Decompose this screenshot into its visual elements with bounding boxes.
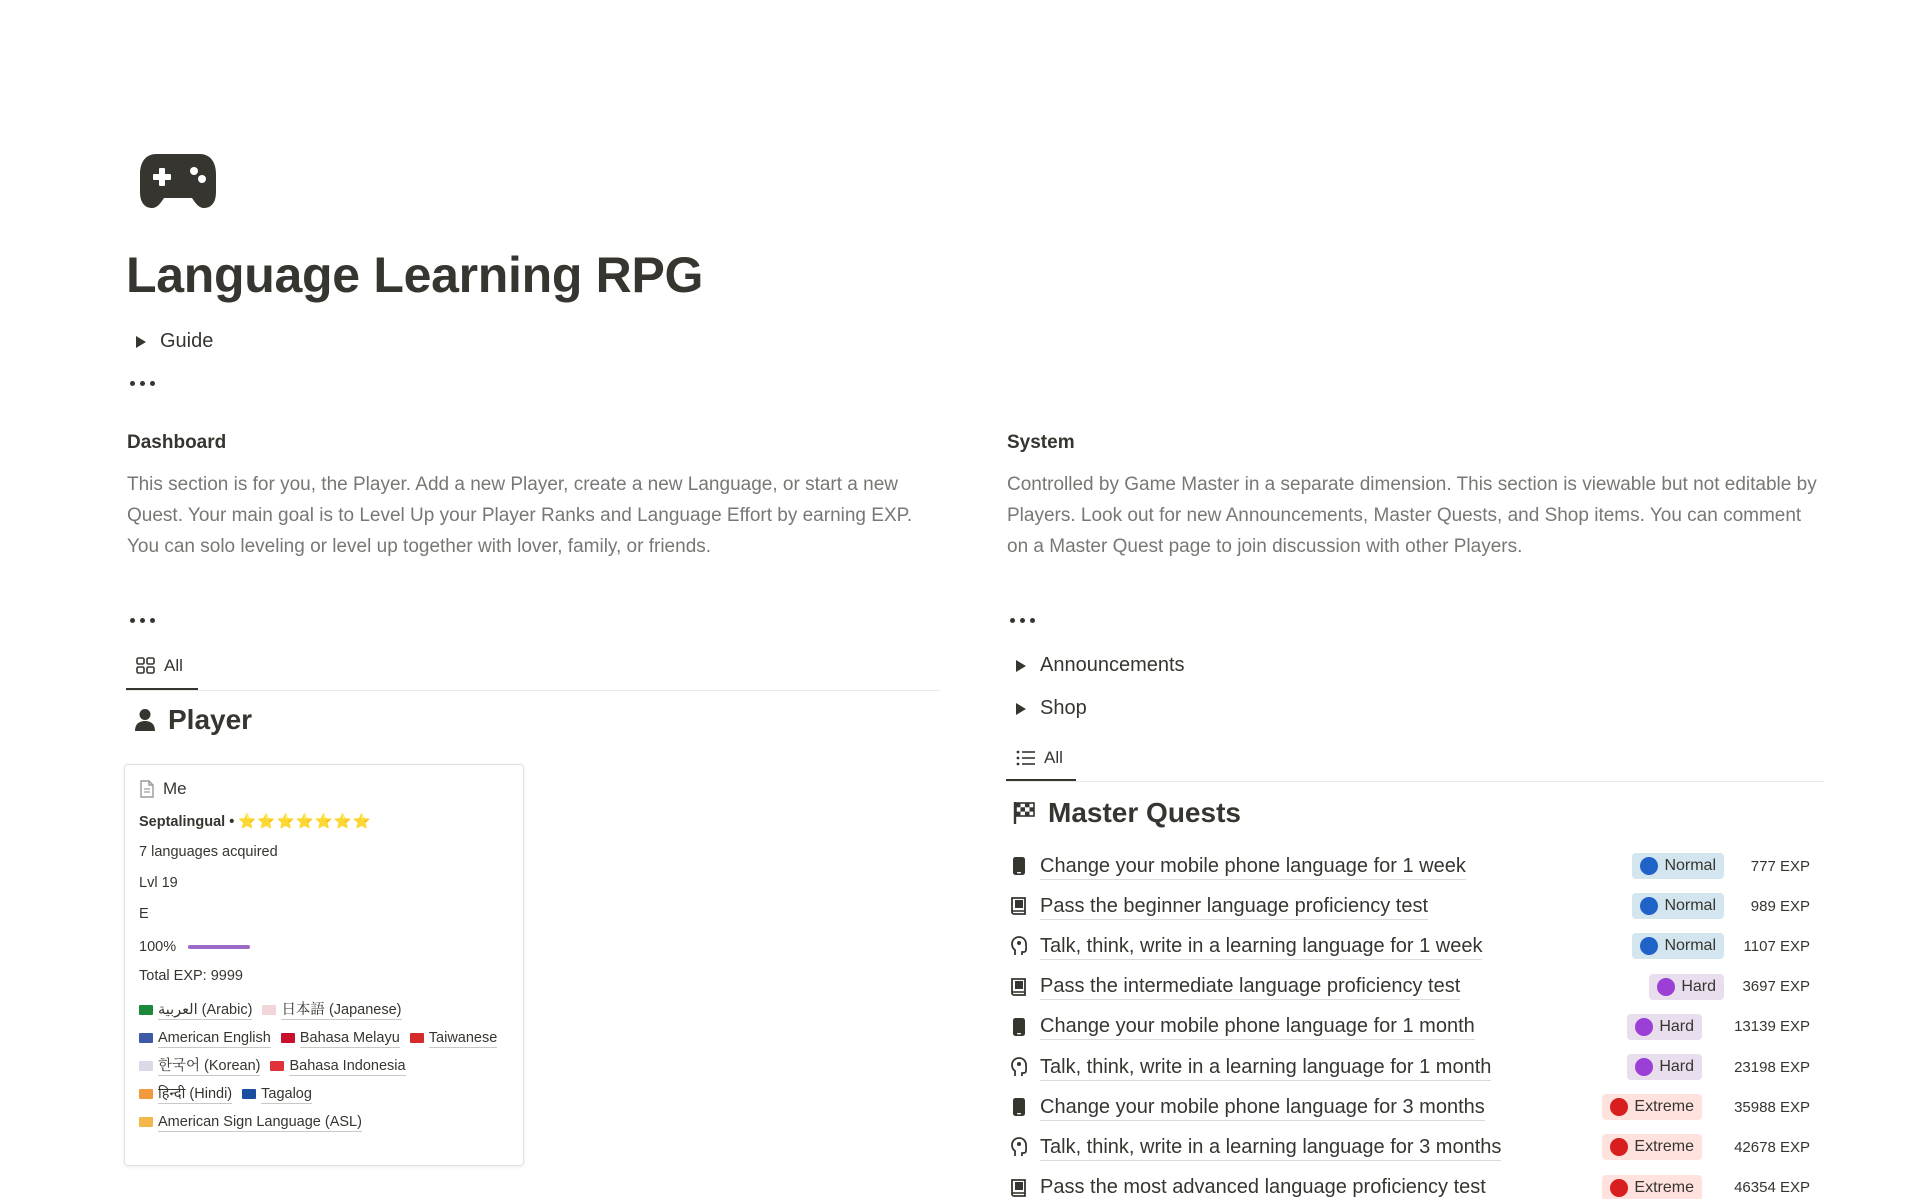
difficulty-badge (1602, 1175, 1702, 1199)
quest-title: Pass the intermediate language proficiency test (1040, 973, 1460, 1000)
more-options-icon[interactable] (130, 381, 155, 386)
difficulty-label: Extreme (1634, 1098, 1694, 1116)
flag-icon (242, 1089, 256, 1099)
tab-label: All (1044, 748, 1063, 767)
book-icon (1010, 1178, 1028, 1198)
language-name: हिन्दी (Hindi) (158, 1085, 233, 1102)
tab-divider (126, 690, 940, 691)
difficulty-dot-icon (1635, 1058, 1653, 1076)
difficulty-label: Normal (1664, 937, 1716, 955)
difficulty-label: Normal (1664, 857, 1716, 874)
master-quests-section-title (1012, 797, 1241, 829)
quest-row[interactable] (1010, 1007, 1810, 1047)
quest-exp: 13139 EXP (1734, 1018, 1810, 1036)
tab-all-list[interactable] (1008, 738, 1071, 778)
triangle-right-icon (1016, 703, 1026, 715)
difficulty-badge (1602, 1094, 1702, 1120)
quest-exp: 46354 EXP (1734, 1179, 1810, 1197)
shop-toggle[interactable] (1006, 697, 1087, 720)
language-list (139, 997, 509, 1137)
quest-title: Pass the beginner language proficiency test (1040, 893, 1428, 920)
announcements-label: Announcements (1040, 654, 1185, 676)
progress-text: 100% (139, 938, 177, 955)
flag-icon (139, 1033, 153, 1043)
difficulty-badge (1627, 1014, 1702, 1040)
quest-row[interactable] (1010, 1127, 1810, 1167)
language-name: Bahasa Melayu (299, 1029, 400, 1046)
flag-icon (262, 1005, 276, 1015)
language-tag[interactable] (139, 1029, 271, 1048)
card-title (139, 777, 509, 801)
dashboard-heading: Dashboard (127, 432, 227, 453)
player-section-label: Player (168, 704, 253, 735)
player-grade: E (139, 906, 149, 922)
rank-separator: • (229, 814, 235, 830)
gallery-icon (136, 657, 156, 675)
quest-row[interactable] (1010, 1087, 1810, 1127)
guide-label: Guide (160, 330, 214, 352)
player-level: Lvl 19 (139, 875, 178, 891)
card-title-text: Me (163, 779, 187, 798)
dashboard-description: This section is for you, the Player. Add a new Player, create a new Language, or start a new Quest. Your main goal is to Level Up your Player Ranks and Language Effort by earning EXP. You can solo leveling or level up together with lover, family, or friends. (127, 474, 913, 557)
quest-exp: 989 EXP (1750, 897, 1810, 915)
difficulty-label: Extreme (1634, 1178, 1694, 1196)
flag-icon (270, 1061, 284, 1071)
phone-icon (1010, 1097, 1028, 1117)
quest-title: Talk, think, write in a learning language for 1 week (1040, 933, 1482, 960)
progress-row (139, 937, 509, 956)
announcements-toggle[interactable] (1006, 654, 1185, 677)
rank-stars: ⭐⭐⭐⭐⭐⭐⭐ (238, 814, 372, 830)
rank-label: Septalingual (139, 814, 226, 830)
difficulty-dot-icon (1657, 978, 1675, 996)
difficulty-badge (1602, 1134, 1702, 1160)
checkered-flag-icon (1012, 801, 1036, 825)
quest-title: Change your mobile phone language for 1 month (1040, 1013, 1475, 1040)
language-tag[interactable] (410, 1029, 498, 1048)
quest-exp: 35988 EXP (1734, 1098, 1810, 1116)
language-tag[interactable] (262, 1001, 401, 1020)
language-name: American English (158, 1029, 271, 1046)
quest-row[interactable] (1010, 846, 1810, 886)
quest-exp: 1107 EXP (1743, 937, 1810, 955)
phone-icon (1010, 856, 1028, 876)
tab-divider (1006, 781, 1824, 782)
languages-acquired: 7 languages acquired (139, 844, 278, 860)
head-speaking-icon (1010, 1137, 1028, 1157)
difficulty-dot-icon (1640, 937, 1658, 955)
language-tag[interactable] (281, 1029, 400, 1048)
flag-icon (281, 1033, 295, 1043)
flag-icon (139, 1117, 153, 1127)
difficulty-badge (1649, 974, 1724, 1000)
difficulty-label: Hard (1681, 977, 1716, 995)
page-icon (139, 780, 155, 798)
list-icon (1016, 750, 1036, 766)
phone-icon (1010, 1017, 1028, 1037)
more-options-icon[interactable] (1010, 618, 1035, 623)
total-exp: Total EXP: 9999 (139, 968, 243, 984)
language-name: American Sign Language (ASL) (158, 1113, 362, 1130)
player-section-title (134, 704, 252, 736)
difficulty-dot-icon (1640, 897, 1658, 915)
quest-title: Change your mobile phone language for 3 months (1040, 1094, 1485, 1121)
triangle-right-icon (136, 336, 146, 348)
system-description: Controlled by Game Master in a separate dimension. This section is viewable but not editable by Players. Look out for new Announcements, Master Quests, and Shop items. You can comment on a Master Quest page to join discussion with other Players. (1007, 474, 1817, 557)
flag-icon (139, 1089, 153, 1099)
quest-row[interactable] (1010, 886, 1810, 926)
difficulty-badge (1632, 933, 1724, 959)
difficulty-label: Extreme (1634, 1138, 1694, 1156)
shop-label: Shop (1040, 697, 1087, 719)
difficulty-label: Normal (1664, 897, 1716, 915)
language-name: Bahasa Indonesia (289, 1057, 406, 1074)
difficulty-label: Hard (1659, 1017, 1694, 1035)
flag-icon (139, 1061, 153, 1071)
difficulty-dot-icon (1610, 1138, 1628, 1156)
more-options-icon[interactable] (130, 618, 155, 623)
language-name: 한국어 (Korean) (158, 1057, 261, 1074)
quest-title: Change your mobile phone language for 1 week (1040, 853, 1466, 880)
language-name: Taiwanese (428, 1029, 498, 1046)
language-tag[interactable] (242, 1085, 312, 1104)
tab-label: All (164, 656, 183, 675)
language-tag[interactable] (139, 1085, 232, 1104)
difficulty-dot-icon (1635, 1018, 1653, 1036)
language-tag[interactable] (139, 1001, 252, 1020)
progress-bar (188, 945, 250, 949)
quest-exp: 23198 EXP (1734, 1058, 1810, 1076)
head-speaking-icon (1010, 1057, 1028, 1077)
language-tag[interactable] (139, 1057, 260, 1076)
difficulty-dot-icon (1640, 857, 1658, 875)
person-icon (134, 708, 156, 732)
quest-exp: 3697 EXP (1742, 978, 1810, 996)
player-card[interactable] (124, 764, 524, 1166)
language-name: العربية (Arabic) (158, 1001, 253, 1018)
quest-exp: 777 EXP (1750, 857, 1810, 875)
triangle-right-icon (1016, 660, 1026, 672)
quest-title: Pass the most advanced language proficiency test (1040, 1174, 1486, 1199)
quest-row[interactable] (1010, 1047, 1810, 1087)
quest-row[interactable] (1010, 967, 1810, 1007)
master-quests-label: Master Quests (1048, 797, 1241, 828)
book-icon (1010, 977, 1028, 997)
difficulty-dot-icon (1610, 1098, 1628, 1116)
game-controller-icon (138, 148, 218, 212)
difficulty-dot-icon (1610, 1179, 1628, 1197)
language-name: Tagalog (261, 1085, 312, 1102)
system-heading: System (1007, 432, 1075, 453)
book-icon (1010, 896, 1028, 916)
language-tag[interactable] (270, 1057, 405, 1076)
difficulty-badge (1632, 853, 1724, 879)
difficulty-badge (1632, 893, 1724, 919)
language-tag[interactable] (139, 1113, 362, 1132)
rank-row (139, 813, 509, 832)
flag-icon (139, 1005, 153, 1015)
language-name: 日本語 (Japanese) (281, 1001, 402, 1018)
guide-toggle[interactable] (126, 330, 213, 353)
quest-row[interactable] (1010, 1168, 1810, 1199)
page-title: Language Learning RPG (126, 247, 704, 303)
quest-title: Talk, think, write in a learning language for 1 month (1040, 1054, 1491, 1081)
quest-exp: 42678 EXP (1734, 1138, 1810, 1156)
flag-icon (410, 1033, 424, 1043)
difficulty-badge (1627, 1054, 1702, 1080)
quest-title: Talk, think, write in a learning language for 3 months (1040, 1134, 1501, 1161)
difficulty-label: Hard (1659, 1058, 1694, 1075)
tab-all-gallery[interactable] (128, 646, 191, 686)
progress-bar-fill (188, 945, 250, 949)
quest-row[interactable] (1010, 926, 1810, 966)
head-speaking-icon (1010, 936, 1028, 956)
